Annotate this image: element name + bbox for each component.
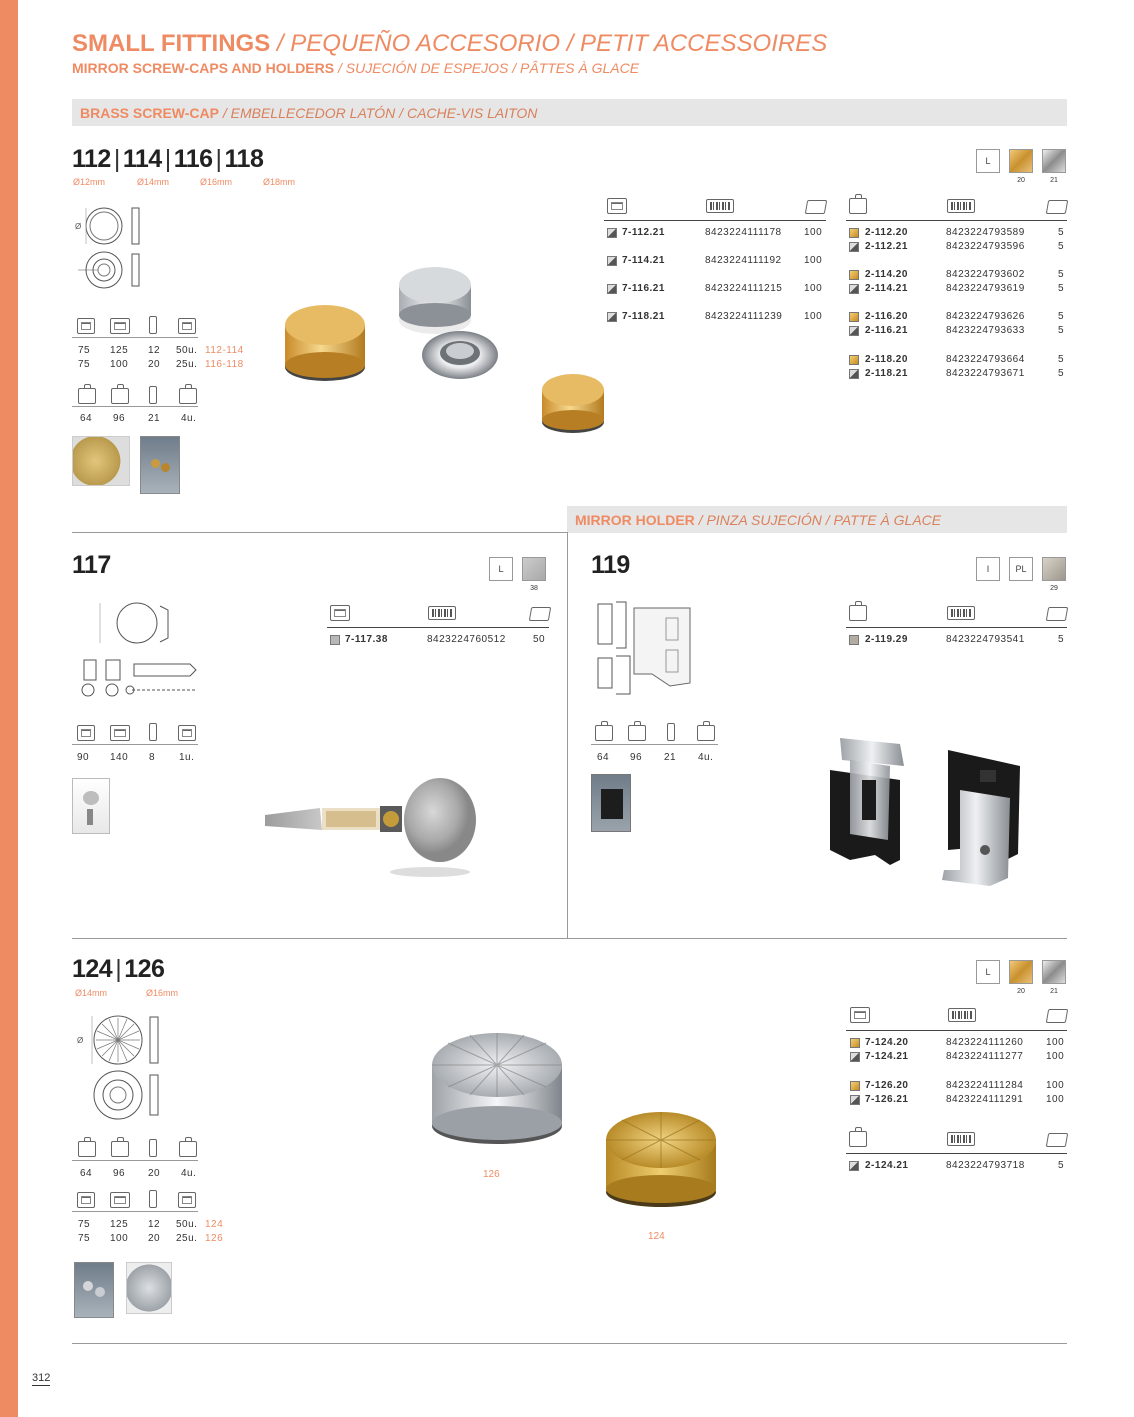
pack-112-ref: 112-114 — [205, 345, 244, 356]
table-header-rule — [846, 220, 1067, 221]
bulk-bag-124-thumbnail — [126, 1262, 172, 1314]
code-2-116-20: 2-116.20 — [865, 311, 908, 322]
blister-units: 4u. — [181, 413, 197, 424]
ean-7-124-20: 8423224111260 — [946, 1037, 1024, 1048]
pack-height-icon — [77, 318, 95, 334]
finish-swatch-chrome — [849, 242, 859, 252]
finish-swatch-gold — [849, 270, 859, 280]
ean-2-118-20: 8423224793664 — [946, 354, 1025, 365]
blister-depth-icon — [667, 723, 675, 741]
code-7-126-20: 7-126.20 — [865, 1080, 909, 1091]
pack-124-height: 75 — [78, 1219, 91, 1230]
pack-126-height: 75 — [78, 1233, 91, 1244]
product-ref-119: 119 — [591, 551, 630, 579]
pack-height-icon — [77, 1192, 95, 1208]
finish-code-nickel: 29 — [1050, 585, 1058, 592]
diameter-118: Ø18mm — [263, 177, 296, 187]
blister-124-thumbnail — [74, 1262, 114, 1318]
finish-swatch-chrome — [850, 1052, 860, 1062]
blister-units-icon — [697, 725, 715, 741]
finish-chip-l: L — [976, 960, 1000, 984]
pack-width-icon — [110, 1192, 130, 1208]
screw-cap-117-photo — [260, 760, 490, 880]
table-box-icon — [1046, 1009, 1068, 1023]
pack-units-icon — [178, 725, 196, 741]
qty-2-112-20: 5 — [1058, 227, 1065, 238]
blister-width-icon — [111, 388, 129, 404]
finish-swatch-gold — [850, 1081, 860, 1091]
pack-126-units: 25u. — [176, 1233, 198, 1244]
qty-7-116-21: 100 — [804, 283, 823, 294]
table-barcode-icon — [947, 1132, 975, 1146]
qty-7-124-20: 100 — [1046, 1037, 1065, 1048]
table-bulk-pack-icon — [330, 605, 350, 621]
code-2-124-21: 2-124.21 — [865, 1160, 909, 1171]
finish-swatch-chrome — [850, 1095, 860, 1105]
section-band-brass-screw-cap: BRASS SCREW-CAP / EMBELLECEDOR LATÓN / CACHE-VIS LAITON — [72, 99, 1067, 126]
pack-units-icon — [178, 1192, 196, 1208]
qty-2-114-21: 5 — [1058, 283, 1065, 294]
table-box-icon — [529, 607, 551, 621]
ean-7-118-21: 8423224111239 — [705, 311, 783, 322]
section-divider — [72, 532, 567, 533]
finish-swatch-chrome — [849, 1161, 859, 1171]
table-bulk-pack-icon — [850, 1007, 870, 1023]
finish-chip-satin — [522, 557, 546, 581]
pack-124-units: 50u. — [176, 1219, 198, 1230]
diameter-124: Ø14mm — [75, 988, 108, 998]
diameter-126: Ø16mm — [146, 988, 179, 998]
photo-label-126: 126 — [483, 1169, 500, 1180]
technical-drawing-117 — [72, 598, 202, 703]
blister-119-width: 96 — [630, 752, 643, 763]
blister-119-depth: 21 — [664, 752, 677, 763]
blister-depth: 21 — [148, 413, 161, 424]
finish-chip-chrome — [1042, 960, 1066, 984]
blister-width-icon — [628, 725, 646, 741]
blister-height: 64 — [80, 413, 93, 424]
pack-117-width: 140 — [110, 752, 129, 763]
pack-124-ref: 124 — [205, 1219, 224, 1230]
pack-depth-icon — [149, 316, 157, 334]
pack-116-units: 25u. — [176, 359, 198, 370]
diameter-114: Ø14mm — [137, 177, 170, 187]
pack-112-depth: 12 — [148, 345, 161, 356]
pack-units-icon — [178, 318, 196, 334]
section-divider — [72, 938, 1067, 939]
pack-depth-icon — [149, 723, 157, 741]
pack-116-ref: 116-118 — [205, 359, 244, 370]
table-header-rule — [846, 627, 1067, 628]
finish-code-chrome: 21 — [1050, 177, 1058, 184]
blister-height-icon — [78, 1141, 96, 1157]
blister-124-height: 64 — [80, 1168, 93, 1179]
blister-height-icon — [595, 725, 613, 741]
ean-7-117-38: 8423224760512 — [427, 634, 506, 645]
qty-2-114-20: 5 — [1058, 269, 1065, 280]
finish-swatch-nickel — [849, 635, 859, 645]
code-7-116-21: 7-116.21 — [622, 283, 665, 294]
qty-2-112-21: 5 — [1058, 241, 1065, 252]
finish-code-gold: 20 — [1017, 988, 1025, 995]
code-2-118-21: 2-118.21 — [865, 368, 908, 379]
table-blister-icon — [849, 198, 867, 214]
qty-7-126-21: 100 — [1046, 1094, 1065, 1105]
pack-126-width: 100 — [110, 1233, 129, 1244]
code-7-124-20: 7-124.20 — [865, 1037, 909, 1048]
ean-7-116-21: 8423224111215 — [705, 283, 783, 294]
page-subtitle: MIRROR SCREW-CAPS AND HOLDERS / SUJECIÓN DE ESPEJOS / PÂTTES À GLACE — [72, 60, 640, 76]
pack-116-depth: 20 — [148, 359, 161, 370]
technical-drawing-screw-cap — [72, 198, 152, 298]
blister-depth-icon — [149, 1139, 157, 1157]
qty-2-119-29: 5 — [1058, 634, 1065, 645]
ean-2-112-20: 8423224793589 — [946, 227, 1025, 238]
finish-chip-pl: PL — [1009, 557, 1033, 581]
blister-124-width: 96 — [113, 1168, 126, 1179]
code-2-112-21: 2-112.21 — [865, 241, 908, 252]
table-barcode-icon — [428, 606, 456, 620]
table-box-icon — [805, 200, 827, 214]
finish-swatch — [607, 228, 617, 238]
blister-pack-thumbnail — [140, 436, 180, 494]
diameter-116: Ø16mm — [200, 177, 233, 187]
table-header-rule — [327, 627, 549, 628]
pack-124-width: 125 — [110, 1219, 129, 1230]
page-number: 312 — [32, 1372, 51, 1384]
section-band-mirror-holder: MIRROR HOLDER / PINZA SUJECIÓN / PATTE À GLACE — [567, 506, 1067, 533]
blister-height-icon — [78, 388, 96, 404]
table-box-icon — [1046, 200, 1068, 214]
qty-2-116-21: 5 — [1058, 325, 1065, 336]
pack-124-depth: 12 — [148, 1219, 161, 1230]
ean-7-114-21: 8423224111192 — [705, 255, 782, 266]
qty-7-126-20: 100 — [1046, 1080, 1065, 1091]
blister-width: 96 — [113, 413, 126, 424]
pack-116-height: 75 — [78, 359, 91, 370]
qty-7-117-38: 50 — [533, 634, 546, 645]
code-2-114-21: 2-114.21 — [865, 283, 908, 294]
finish-swatch-satin — [330, 635, 340, 645]
table-barcode-icon — [947, 606, 975, 620]
finish-swatch — [607, 256, 617, 266]
finish-chip-gold — [1009, 149, 1033, 173]
svg-text:Ø: Ø — [77, 1036, 84, 1045]
ean-7-126-20: 8423224111284 — [946, 1080, 1024, 1091]
qty-7-114-21: 100 — [804, 255, 823, 266]
table-blister-icon — [849, 1131, 867, 1147]
mirror-holder-119-photo — [820, 730, 1040, 900]
pack-117-thumbnail — [72, 778, 110, 834]
finish-swatch-gold — [849, 228, 859, 238]
pack-117-depth: 8 — [149, 752, 156, 763]
bulk-bag-thumbnail — [72, 436, 130, 486]
finish-code-gold: 20 — [1017, 177, 1025, 184]
technical-drawing-119 — [590, 598, 700, 703]
code-7-126-21: 7-126.21 — [865, 1094, 909, 1105]
blister-width-icon — [111, 1141, 129, 1157]
pack-112-units: 50u. — [176, 345, 198, 356]
ean-2-114-21: 8423224793619 — [946, 283, 1025, 294]
screw-cap-124-126-photo — [420, 1020, 720, 1230]
ean-7-124-21: 8423224111277 — [946, 1051, 1024, 1062]
qty-2-124-21: 5 — [1058, 1160, 1065, 1171]
finish-swatch-gold — [850, 1038, 860, 1048]
blister-119-height: 64 — [597, 752, 610, 763]
blister-119-thumbnail — [591, 774, 631, 832]
diameter-112: Ø12mm — [73, 177, 106, 187]
qty-7-112-21: 100 — [804, 227, 823, 238]
pack-height-icon — [77, 725, 95, 741]
finish-code-chrome: 21 — [1050, 988, 1058, 995]
table-header-rule — [846, 1030, 1067, 1031]
table-barcode-icon — [706, 199, 734, 213]
finish-chip-nickel — [1042, 557, 1066, 581]
pack-117-units: 1u. — [179, 752, 195, 763]
code-7-112-21: 7-112.21 — [622, 227, 665, 238]
ean-2-118-21: 8423224793671 — [946, 368, 1025, 379]
finish-swatch-gold — [849, 312, 859, 322]
page-title: SMALL FITTINGS / PEQUEÑO ACCESORIO / PETIT ACCESSOIRES — [72, 30, 828, 57]
table-bulk-pack-icon — [607, 198, 627, 214]
pack-112-height: 75 — [78, 345, 91, 356]
finish-swatch-chrome — [849, 284, 859, 294]
table-header-rule — [846, 1153, 1067, 1154]
code-7-124-21: 7-124.21 — [865, 1051, 909, 1062]
section-divider — [72, 1343, 1067, 1344]
finish-chip-l: L — [489, 557, 513, 581]
pack-117-height: 90 — [77, 752, 90, 763]
pack-126-depth: 20 — [148, 1233, 161, 1244]
brass-screw-cap-photo — [280, 255, 610, 445]
qty-2-118-21: 5 — [1058, 368, 1065, 379]
code-7-117-38: 7-117.38 — [345, 634, 388, 645]
ean-7-126-21: 8423224111291 — [946, 1094, 1024, 1105]
product-refs-124-126: 124 | 126 — [72, 955, 165, 983]
finish-swatch-chrome — [849, 326, 859, 336]
code-2-119-29: 2-119.29 — [865, 634, 908, 645]
finish-chip-gold — [1009, 960, 1033, 984]
photo-label-124: 124 — [648, 1231, 665, 1242]
pack-width-icon — [110, 318, 130, 334]
table-blister-icon — [849, 605, 867, 621]
pack-rule — [72, 1211, 198, 1212]
pack-rule — [72, 744, 198, 745]
pack-126-ref: 126 — [205, 1233, 224, 1244]
pack-depth-icon — [149, 1190, 157, 1208]
table-header-rule — [604, 220, 826, 221]
code-2-114-20: 2-114.20 — [865, 269, 908, 280]
code-2-112-20: 2-112.20 — [865, 227, 908, 238]
product-ref-117: 117 — [72, 551, 111, 579]
qty-2-116-20: 5 — [1058, 311, 1065, 322]
table-box-icon — [1046, 1133, 1068, 1147]
blister-119-units: 4u. — [698, 752, 714, 763]
ean-7-112-21: 8423224111178 — [705, 227, 782, 238]
code-7-114-21: 7-114.21 — [622, 255, 665, 266]
finish-swatch-gold — [849, 355, 859, 365]
finish-swatch — [607, 312, 617, 322]
blister-units-icon — [179, 388, 197, 404]
qty-7-118-21: 100 — [804, 311, 823, 322]
blister-rule — [72, 406, 198, 407]
blister-rule — [72, 1160, 198, 1161]
blister-124-depth: 20 — [148, 1168, 161, 1179]
finish-swatch — [607, 284, 617, 294]
pack-rule — [591, 744, 718, 745]
code-2-116-21: 2-116.21 — [865, 325, 908, 336]
ean-2-116-20: 8423224793626 — [946, 311, 1025, 322]
svg-text:Ø: Ø — [75, 222, 82, 231]
finish-chip-i: I — [976, 557, 1000, 581]
ean-2-124-21: 8423224793718 — [946, 1160, 1025, 1171]
finish-swatch-chrome — [849, 369, 859, 379]
finish-code-satin: 38 — [530, 585, 538, 592]
pack-rule — [72, 337, 198, 338]
ean-2-119-29: 8423224793541 — [946, 634, 1025, 645]
blister-units-icon — [179, 1141, 197, 1157]
finish-chip-l: L — [976, 149, 1000, 173]
ean-2-116-21: 8423224793633 — [946, 325, 1025, 336]
code-7-118-21: 7-118.21 — [622, 311, 665, 322]
code-2-118-20: 2-118.20 — [865, 354, 908, 365]
page-edge-band — [0, 0, 18, 1417]
pack-116-width: 100 — [110, 359, 129, 370]
ean-2-112-21: 8423224793596 — [946, 241, 1025, 252]
section-vertical-divider — [567, 532, 568, 938]
qty-7-124-21: 100 — [1046, 1051, 1065, 1062]
ean-2-114-20: 8423224793602 — [946, 269, 1025, 280]
table-barcode-icon — [947, 199, 975, 213]
product-refs-112-118: 112 | 114 | 116 | 118 — [72, 145, 264, 173]
blister-depth-icon — [149, 386, 157, 404]
table-box-icon — [1046, 607, 1068, 621]
table-barcode-icon — [948, 1008, 976, 1022]
finish-chip-chrome — [1042, 149, 1066, 173]
qty-2-118-20: 5 — [1058, 354, 1065, 365]
pack-width-icon — [110, 725, 130, 741]
blister-124-units: 4u. — [181, 1168, 197, 1179]
pack-112-width: 125 — [110, 345, 129, 356]
technical-drawing-124 — [72, 1005, 167, 1130]
